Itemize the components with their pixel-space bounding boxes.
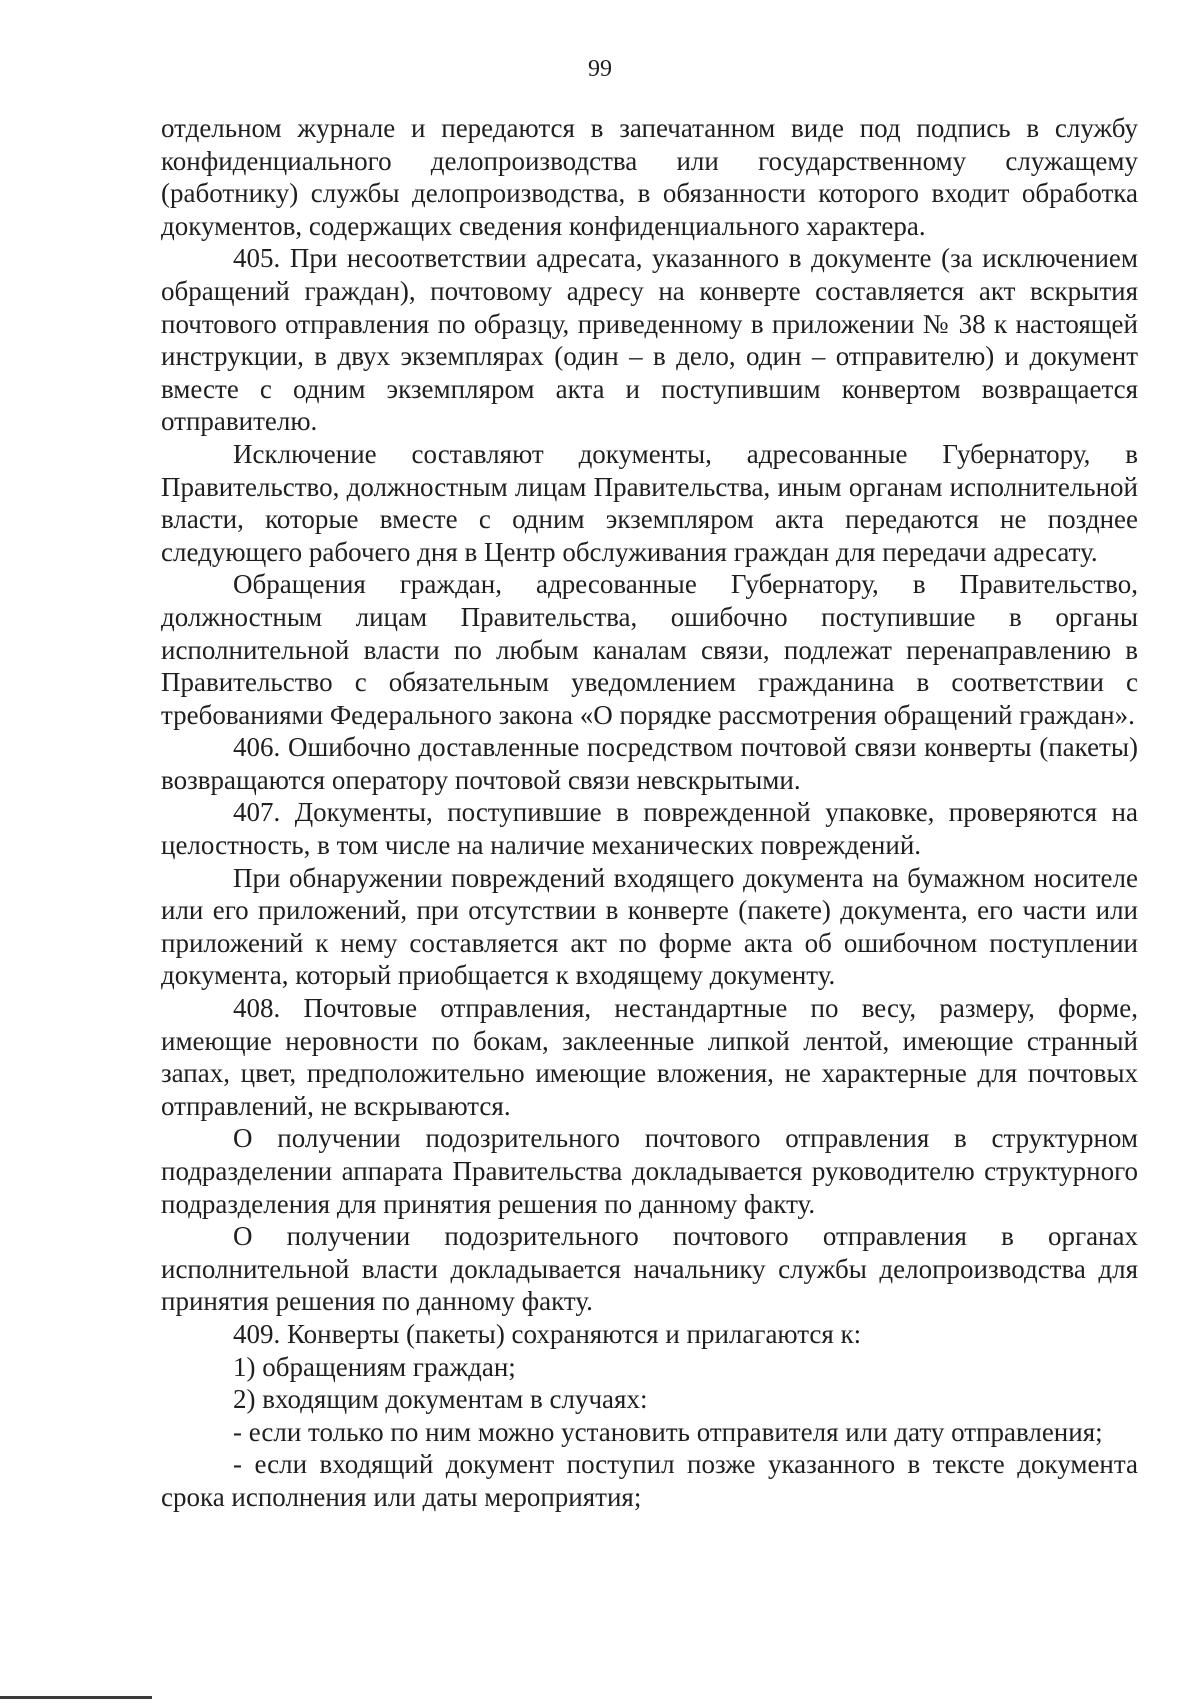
paragraph: отдельном журнале и передаются в запечатанном виде под подпись в службу конфиденциального делопроизводства или государственному служащему (работнику) службы делопроизводства, в обязанности которого входит обработка документов, содержащих сведения конфиденциального характера. (161, 113, 1138, 241)
paragraph: 406. Ошибочно доставленные посредством почтовой связи конверты (пакеты) возвращаются оператору почтовой связи невскрытыми. (161, 732, 1138, 795)
list-item: - если только по ним можно установить отправителя или дату отправления; (233, 1416, 1103, 1447)
paragraph: При обнаружении повреждений входящего документа на бумажном носителе или его приложений, при отсутствии в конверте (пакете) документа, его части или приложений к нему составляется акт по форме акта об ошибочном поступлении документа, который приобщается к входящему документу. (161, 862, 1138, 991)
paragraph: Обращения граждан, адресованные Губернатору, в Правительство, должностным лицам Правительства, ошибочно поступившие в органы исполнительной власти по любым каналам связи, подлежат перенаправлению в Правительство с обязательным уведомлением гражданина в соответствии с требованиями Федерального закона «О порядке рассмотрения обращений граждан». (161, 569, 1138, 730)
list-item: - если входящий документ поступил позже указанного в тексте документа срока исполнения или даты мероприятия; (161, 1449, 1138, 1512)
paragraph: 405. При несоответствии адресата, указанного в документе (за исключением обращений граждан), почтовому адресу на конверте составляется акт вскрытия почтового отправления по образцу, приведенному в приложении № 38 к настоящей инструкции, в двух экземплярах (один – в дело, один – отправителю) и документ вместе с одним экземпляром акта и поступившим конвертом возвращается отправителю. (161, 243, 1138, 437)
paragraph: О получении подозрительного почтового отправления в структурном подразделении аппарата Правительства докладывается руководителю структурного подразделения для принятия решения по данному факту. (161, 1123, 1138, 1219)
paragraph: О получении подозрительного почтового отправления в органах исполнительной власти докладывается начальнику службы делопроизводства для принятия решения по данному факту. (161, 1221, 1138, 1317)
paragraph: 409. Конверты (пакеты) сохраняются и прилагаются к: (233, 1318, 862, 1349)
page-number: 99 (588, 56, 612, 82)
list-item: 2) входящим документам в случаях: (233, 1384, 648, 1415)
list-item: 1) обращениям граждан; (233, 1351, 516, 1382)
scan-edge-mark (0, 1696, 152, 1699)
paragraph: 407. Документы, поступившие в поврежденной упаковке, проверяются на целостность, в том числе на наличие механических повреждений. (161, 797, 1138, 861)
document-text (161, 112, 1138, 1514)
paragraph: Исключение составляют документы, адресованные Губернатору, в Правительство, должностным лицам Правительства, иным органам исполнительной власти, которые вместе с одним экземпляром акта передаются не позднее следующего рабочего дня в Центр обслуживания граждан для передачи адресату. (161, 438, 1138, 567)
paragraph: 408. Почтовые отправления, нестандартные по весу, размеру, форме, имеющие неровности по бокам, заклеенные липкой лентой, имеющие странный запах, цвет, предположительно имеющие вложения, не характерные для почтовых отправлений, не вскрываются. (161, 993, 1138, 1121)
